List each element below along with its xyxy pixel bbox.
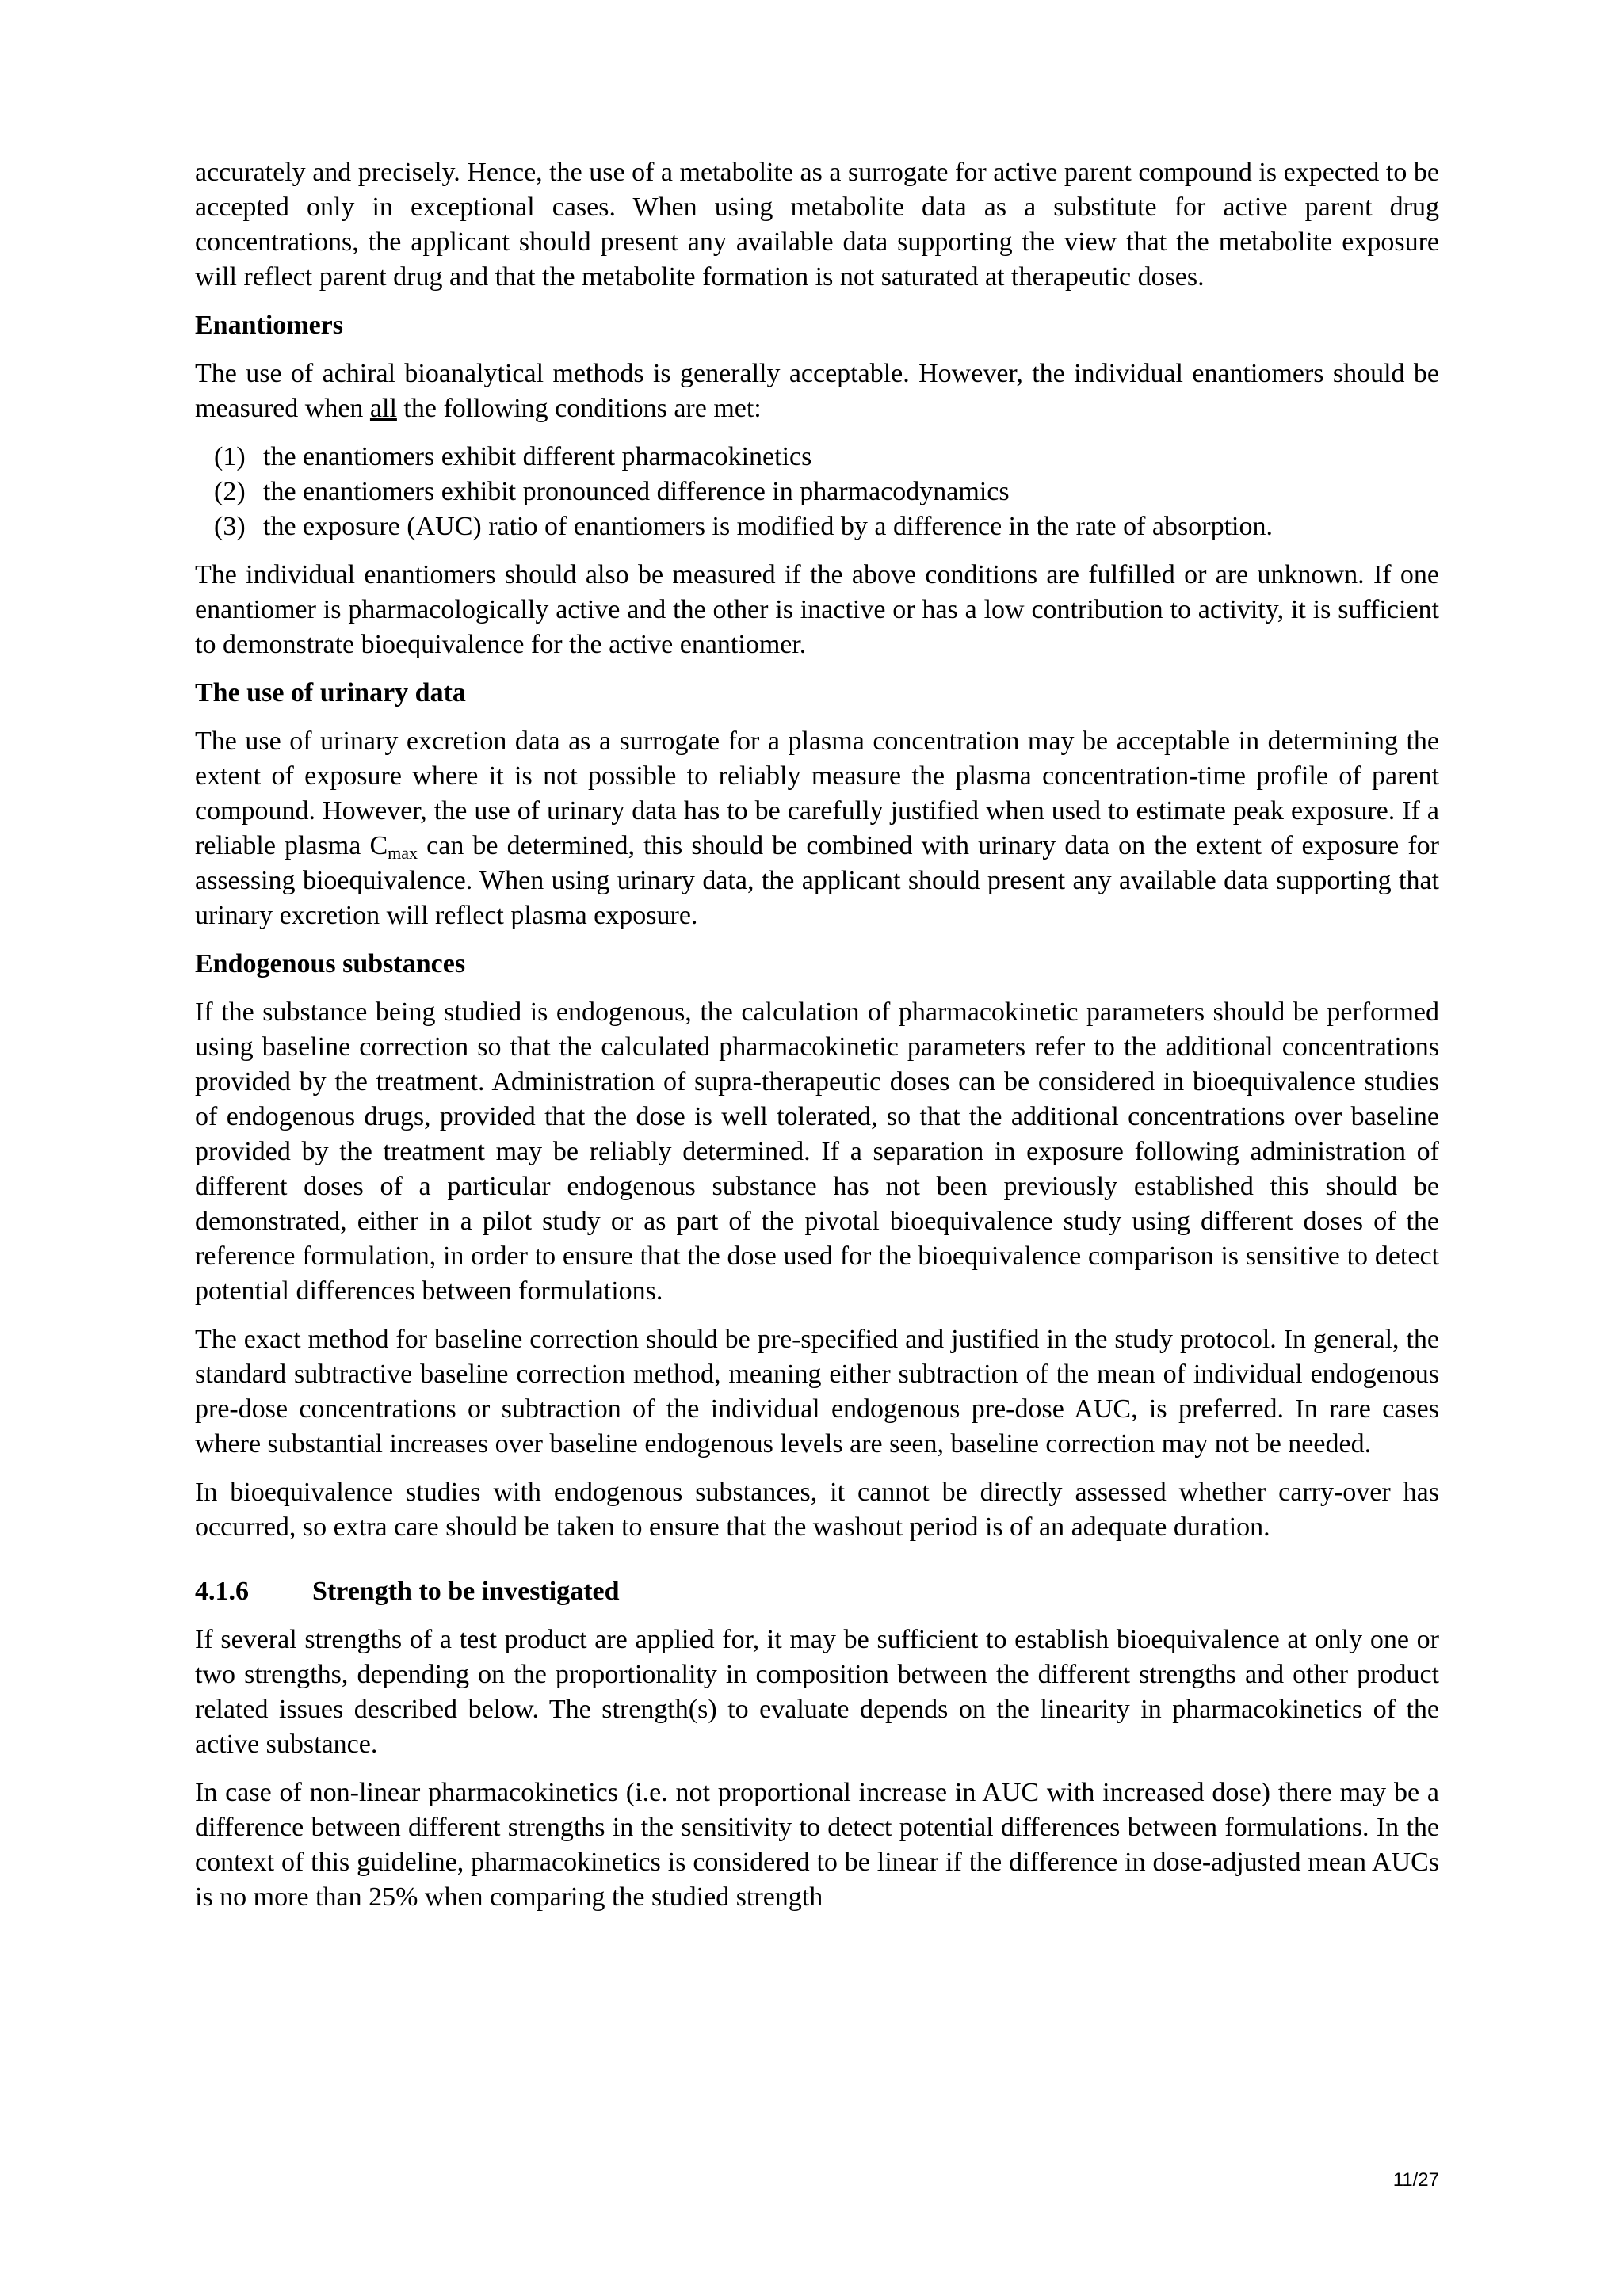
document-body <box>195 155 1439 1928</box>
section-number: 4.1.6 <box>195 1577 249 1606</box>
enantiomers-paragraph-1: The use of achiral bioanalytical methods is generally acceptable. However, the individual enantiomers should be measured when all the following conditions are met: <box>195 359 1439 423</box>
list-item: (2) the enantiomers exhibit pronounced difference in pharmacodynamics <box>214 477 1010 506</box>
enantiomers-heading: Enantiomers <box>195 311 343 340</box>
enantiomers-paragraph-2: The individual enantiomers should also be measured if the above conditions are fulfilled or are unknown. If one enantiomer is pharmacologically active and the other is inactive or has a low contribution to activity, it is sufficient to demonstrate bioequivalence for the active enantiomer. <box>195 560 1439 659</box>
section-heading <box>195 1574 1439 1609</box>
section-title: Strength to be investigated <box>312 1577 620 1606</box>
cmax-subscript: max <box>388 843 418 863</box>
list-item: (3) the exposure (AUC) ratio of enantiomers is modified by a difference in the rate of absorption. <box>214 512 1273 541</box>
endogenous-paragraph-1: If the substance being studied is endogenous, the calculation of pharmacokinetic parameters should be performed using baseline correction so that the calculated pharmacokinetic parameters refer to the additional concentrations provided by the treatment. Administration of supra-therapeutic doses can be considered in bioequivalence studies of endogenous drugs, provided that the dose is well tolerated, so that the additional concentrations over baseline provided by the treatment may be reliably determined. If a separation in exposure following administration of different doses of a particular endogenous substance has not been previously established this should be demonstrated, either in a pilot study or as part of the pivotal bioequivalence study using different doses of the reference formulation, in order to ensure that the dose used for the bioequivalence comparison is sensitive to detect potential differences between formulations. <box>195 997 1439 1306</box>
urinary-heading: The use of urinary data <box>195 678 466 707</box>
endogenous-paragraph-3: In bioequivalence studies with endogenous substances, it cannot be directly assessed whether carry-over has occurred, so extra care should be taken to ensure that the washout period is of an adequate duration. <box>195 1478 1439 1542</box>
list-item: (1) the enantiomers exhibit different pharmacokinetics <box>214 442 812 471</box>
underlined-all: all <box>369 394 397 423</box>
page-number: 11/27 <box>1392 2169 1439 2191</box>
urinary-paragraph: The use of urinary excretion data as a surrogate for a plasma concentration may be acceptable in determining the extent of exposure where it is not possible to reliably measure the plasma concentration-time profile of parent compound. However, the use of urinary data has to be carefully justified when used to estimate peak exposure. If a reliable plasma $C_{max}$ can be determined, this should be combined with urinary data on the extent of exposure for assessing bioequivalence. When using urinary data, the applicant should present any available data supporting that urinary excretion will reflect plasma exposure. <box>195 727 1439 930</box>
intro-paragraph: accurately and precisely. Hence, the use of a metabolite as a surrogate for active parent compound is expected to be accepted only in exceptional cases. When using metabolite data as a substitute for active parent drug concentrations, the applicant should present any available data supporting the view that the metabolite exposure will reflect parent drug and that the metabolite formation is not saturated at therapeutic doses. <box>195 158 1439 292</box>
endogenous-paragraph-2: The exact method for baseline correction should be pre-specified and justified in the study protocol. In general, the standard subtractive baseline correction method, meaning either subtraction of the mean of individual endogenous pre-dose concentrations or subtraction of the individual endogenous pre-dose AUC, is preferred. In rare cases where substantial increases over baseline endogenous levels are seen, baseline correction may not be needed. <box>195 1325 1439 1459</box>
conditions-list <box>195 440 1439 544</box>
section-paragraph-2: In case of non-linear pharmacokinetics (i.e. not proportional increase in AUC with increased dose) there may be a difference between different strengths in the sensitivity to detect potential differences between formulations. In the context of this guideline, pharmacokinetics is considered to be linear if the difference in dose-adjusted mean AUCs is no more than 25% when comparing the studied strength <box>195 1778 1439 1912</box>
endogenous-heading: Endogenous substances <box>195 949 466 978</box>
section-paragraph-1: If several strengths of a test product are applied for, it may be sufficient to establish bioequivalence at only one or two strengths, depending on the proportionality in composition between the different strengths and other product related issues described below. The strength(s) to evaluate depends on the linearity in pharmacokinetics of the active substance. <box>195 1625 1439 1759</box>
